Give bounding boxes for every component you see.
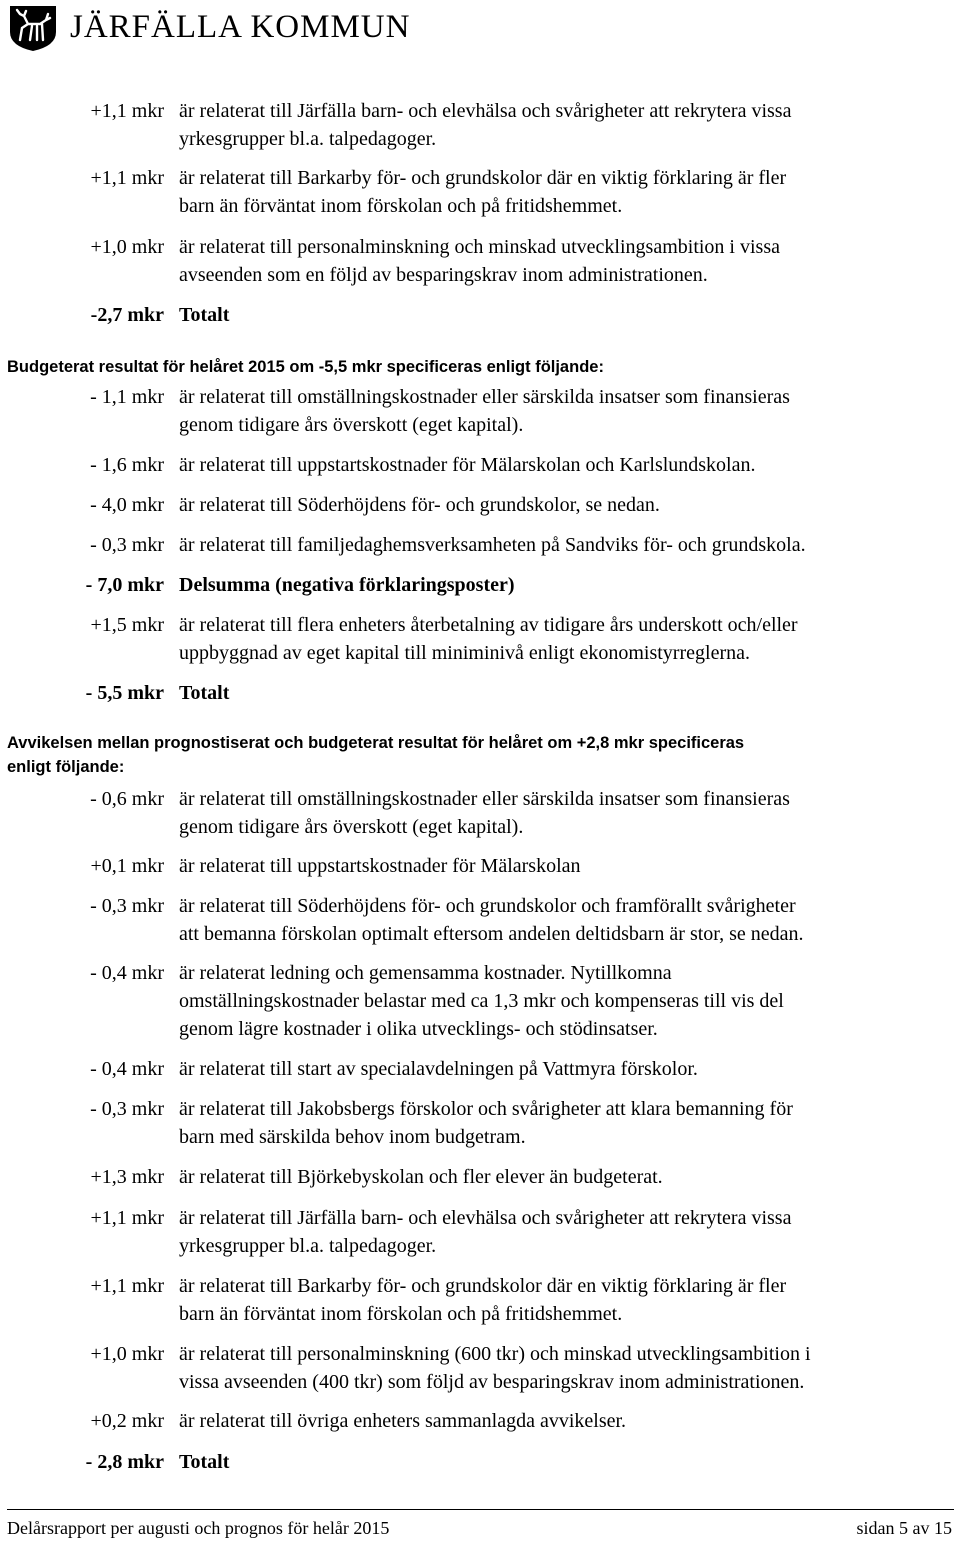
description-line: omställningskostnader belastar med ca 1,3 mkr och kompenseras till vis del <box>179 990 784 1012</box>
footer-divider <box>7 1509 954 1510</box>
description-line: barn än förväntat inom förskolan och på fritidshemmet. <box>179 1303 623 1325</box>
total-label: Totalt <box>179 682 230 704</box>
description-line: är relaterat till personalminskning och minskad utvecklingsambition i vissa <box>179 236 780 258</box>
description-line: är relaterat till familjedaghemsverksamheten på Sandviks för- och grundskola. <box>179 534 806 556</box>
description-line: avseenden som en följd av besparingskrav inom administrationen. <box>179 264 708 286</box>
description-line: är relaterat till Järfälla barn- och elevhälsa och svårigheter att rekrytera vissa <box>179 100 792 122</box>
description-line: yrkesgrupper bl.a. talpedagoger. <box>179 1235 437 1257</box>
amount: +1,5 mkr <box>90 614 164 636</box>
description-line: är relaterat till Järfälla barn- och elevhälsa och svårigheter att rekrytera vissa <box>179 1207 792 1229</box>
description-line: är relaterat till Barkarby för- och grundskolor där en viktig förklaring är fler <box>179 1275 787 1297</box>
amount: - 0,4 mkr <box>90 1058 164 1080</box>
section-heading: Budgeterat resultat för helåret 2015 om -5,5 mkr specificeras enligt följande: <box>7 358 604 376</box>
amount: +1,1 mkr <box>90 167 164 189</box>
footer-title: Delårsrapport per augusti och prognos för helår 2015 <box>7 1518 390 1538</box>
description-line: är relaterat till personalminskning (600 tkr) och minskad utvecklingsambition i <box>179 1343 811 1365</box>
header-logo <box>6 2 410 52</box>
total-label: Totalt <box>179 1451 230 1473</box>
amount: - 0,3 mkr <box>90 895 164 917</box>
description-line: är relaterat ledning och gemensamma kostnader. Nytillkomna <box>179 962 672 984</box>
amount: - 1,6 mkr <box>90 454 164 476</box>
amount: - 4,0 mkr <box>90 494 164 516</box>
amount: +1,0 mkr <box>90 1343 164 1365</box>
amount: - 1,1 mkr <box>90 386 164 408</box>
amount: - 0,3 mkr <box>90 534 164 556</box>
subtotal-amount: - 7,0 mkr <box>85 574 164 596</box>
description-line: är relaterat till start av specialavdelningen på Vattmyra förskolor. <box>179 1058 698 1080</box>
description-line: genom tidigare års överskott (eget kapital). <box>179 816 524 838</box>
description-line: är relaterat till Björkebyskolan och fler elever än budgeterat. <box>179 1166 663 1188</box>
amount: +1,1 mkr <box>90 1275 164 1297</box>
total-amount: - 5,5 mkr <box>85 682 164 704</box>
subtotal-label: Delsumma (negativa förklaringsposter) <box>179 574 515 596</box>
description-line: uppbyggnad av eget kapital till miniminivå enligt ekonomistyrreglerna. <box>179 642 750 664</box>
section-heading-line: enligt följande: <box>7 758 125 776</box>
description-line: är relaterat till uppstartskostnader för Mälarskolan <box>179 855 581 877</box>
reindeer-crest-icon <box>6 2 60 52</box>
description-line: barn än förväntat inom förskolan och på fritidshemmet. <box>179 195 623 217</box>
description-line: är relaterat till övriga enheters sammanlagda avvikelser. <box>179 1410 627 1432</box>
description-line: är relaterat till uppstartskostnader för Mälarskolan och Karlslundskolan. <box>179 454 756 476</box>
description-line: är relaterat till Söderhöjdens för- och grundskolor, se nedan. <box>179 494 660 516</box>
description-line: yrkesgrupper bl.a. talpedagoger. <box>179 128 437 150</box>
amount: +1,1 mkr <box>90 1207 164 1229</box>
description-line: vissa avseenden (400 tkr) som följd av besparingskrav inom administrationen. <box>179 1371 805 1393</box>
description-line: är relaterat till Barkarby för- och grundskolor där en viktig förklaring är fler <box>179 167 787 189</box>
description-line: genom tidigare års överskott (eget kapital). <box>179 414 524 436</box>
amount: +1,3 mkr <box>90 1166 164 1188</box>
description-line: att bemanna förskolan optimalt eftersom andelen deltidsbarn är stor, se nedan. <box>179 923 804 945</box>
amount: - 0,6 mkr <box>90 788 164 810</box>
logo-text: JÄRFÄLLA KOMMUN <box>70 9 411 45</box>
description-line: är relaterat till omställningskostnader eller särskilda insatser som finansieras <box>179 788 790 810</box>
description-line: är relaterat till flera enheters återbetalning av tidigare års underskott och/eller <box>179 614 798 636</box>
page-number: sidan 5 av 15 <box>856 1518 952 1538</box>
amount: - 0,3 mkr <box>90 1098 164 1120</box>
description-line: är relaterat till omställningskostnader eller särskilda insatser som finansieras <box>179 386 790 408</box>
amount: +0,1 mkr <box>90 855 164 877</box>
description-line: är relaterat till Söderhöjdens för- och grundskolor och framförallt svårigheter <box>179 895 796 917</box>
description-line: barn med särskilda behov inom budgetram. <box>179 1126 526 1148</box>
amount: +1,0 mkr <box>90 236 164 258</box>
amount: - 0,4 mkr <box>90 962 164 984</box>
amount: +1,1 mkr <box>90 100 164 122</box>
total-amount: - 2,8 mkr <box>85 1451 164 1473</box>
section-heading-line: Avvikelsen mellan prognostiserat och budgeterat resultat för helåret om +2,8 mkr specificeras <box>7 734 745 752</box>
description-line: är relaterat till Jakobsbergs förskolor och svårigheter att klara bemanning för <box>179 1098 793 1120</box>
amount: +0,2 mkr <box>90 1410 164 1432</box>
section-heading <box>7 731 957 779</box>
total-label: Totalt <box>179 304 230 326</box>
total-amount: -2,7 mkr <box>90 304 164 326</box>
description-line: genom lägre kostnader i olika utvecklings- och stödinsatser. <box>179 1018 658 1040</box>
